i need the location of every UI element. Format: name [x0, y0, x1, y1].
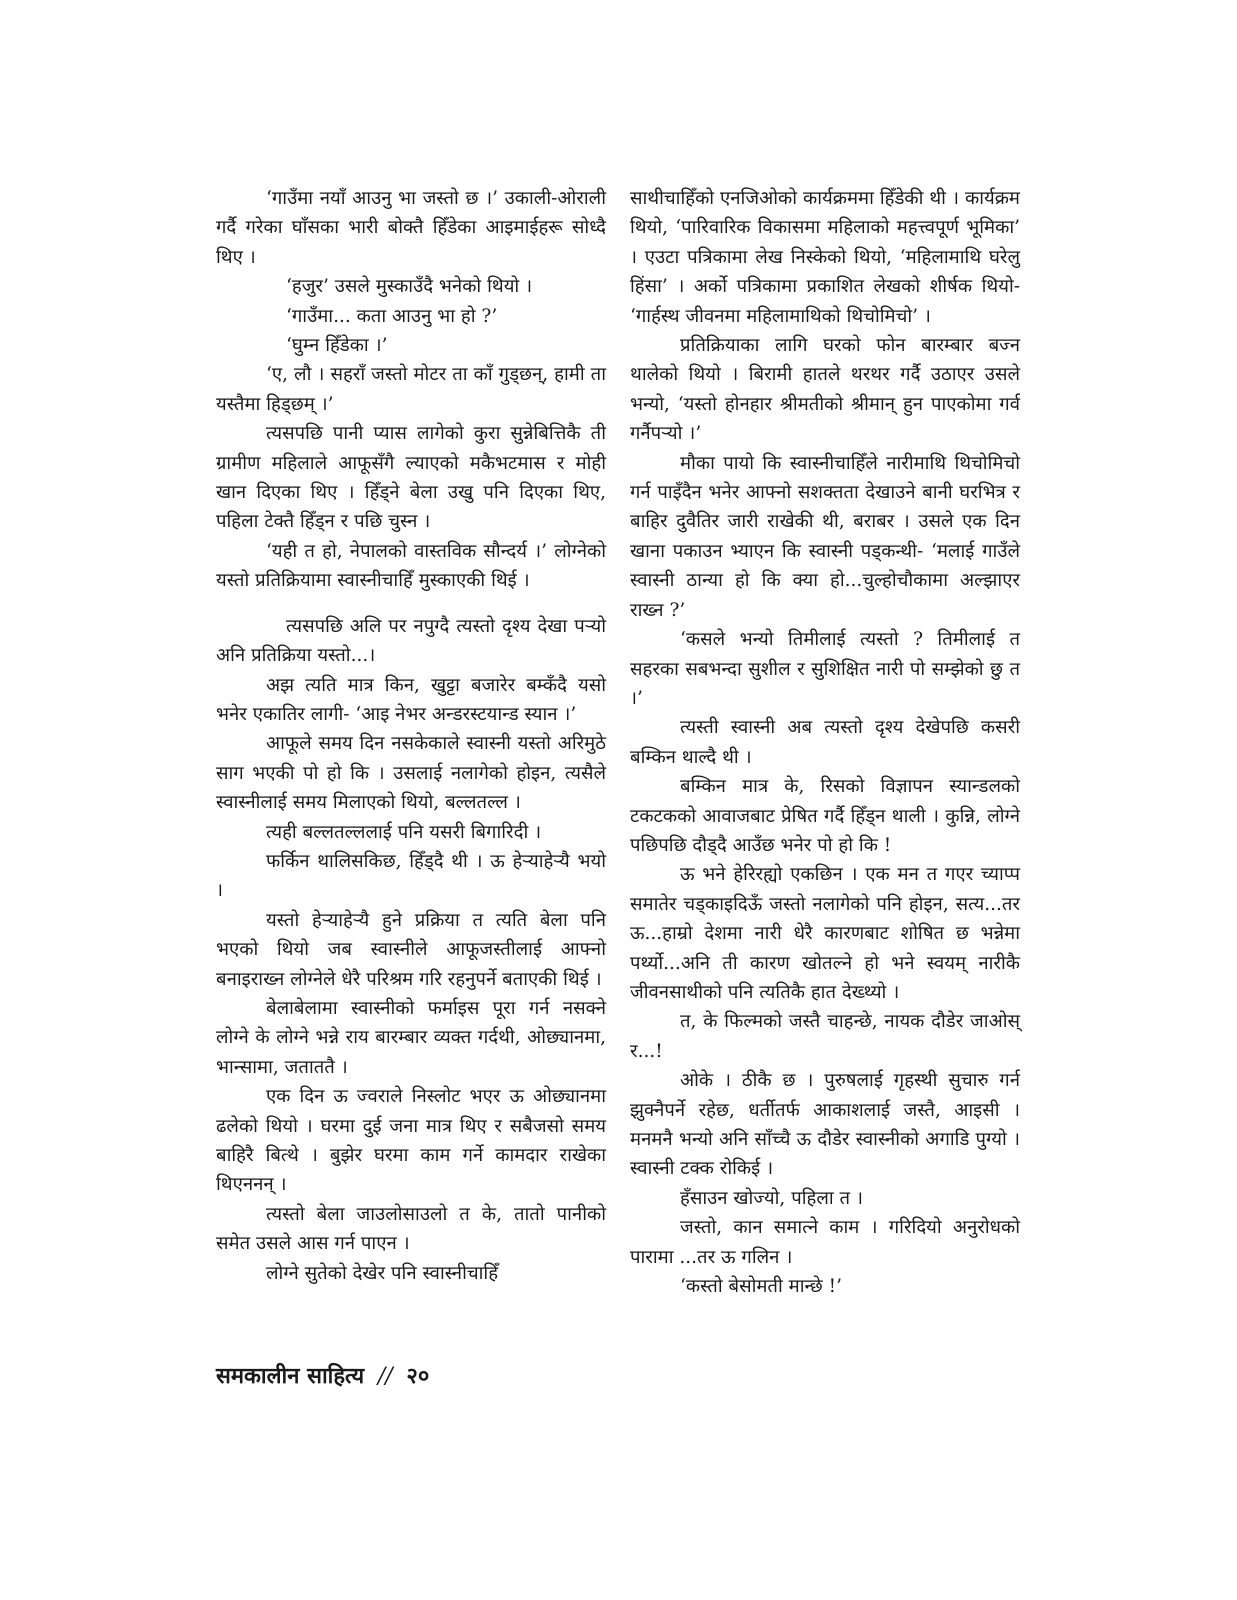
- paragraph: बेलाबेलामा स्वास्नीको फर्माइस पूरा गर्न नसक्ने लोग्ने के लोग्ने भन्ने राय बारम्बार व्यक्त गर्दथी, ओछ्यानमा, भान्सामा, जताततै ।: [216, 997, 606, 1078]
- paragraph: ‘ए, लौ । सहराँ जस्तो मोटर ता काँ गुड्छन्, हामी ता यस्तैमा हिड्छम् ।’: [216, 364, 606, 415]
- paragraph: हँसाउन खोज्यो, पहिला त ।: [680, 1187, 863, 1209]
- paragraph: त्यसपछि पानी प्यास लागेको कुरा सुन्नेबित्तिकै ती ग्रामीण महिलाले आफूसँगै ल्याएको मकैभटमास र मोही खान दिएका थिए । हिँड्ने बेला उखु पनि दिएका थिए, पहिला टेक्तै हिँड्न र पछि चुस्न ।: [216, 423, 606, 533]
- paragraph: आफूले समय दिन नसकेकाले स्वास्नी यस्तो अरिमुठे साग भएकी पो हो कि । उसलाई नलागेको होइन, त्यसैले स्वास्नीलाई समय मिलाएको थियो, बल्लतल्ल ।: [216, 733, 606, 814]
- page-number: २०: [406, 1363, 430, 1389]
- paragraph: ‘कस्तो बेसोमती मान्छे !’: [680, 1276, 842, 1298]
- paragraph: त्यस्तो बेला जाउलोसाउलो त के, तातो पानीको समेत उसले आस गर्न पाएन ।: [216, 1203, 606, 1255]
- paragraph: मौका पायो कि स्वास्नीचाहिँले नारीमाथि थिचोमिचो गर्न पाइँदैन भनेर आफ्नो सशक्तता देखाउने बानी घरभित्र र बाहिर दुवैतिर जारी राखेकी थी, बराबर । उसले एक दिन खाना पकाउन भ्याएन कि स्वास्नी पड्कन्थी- ‘मलाई गाउँले स्वास्नी ठान्या हो कि क्या हो...चुल्होचौकामा अल्झाएर राख्न ?’: [630, 452, 1020, 621]
- paragraph: यस्तो हेऱ्याहेऱ्यै हुने प्रक्रिया त त्यति बेला पनि भएको थियो जब स्वास्नीले आफूजस्तीलाई आफ्नो बनाइराख्न लोग्नेले धेरै परिश्रम गरि रहनुपर्ने बताएकी थिई ।: [216, 909, 606, 990]
- right-column: [630, 184, 1020, 1301]
- paragraph: बम्किन मात्र के, रिसको विज्ञापन स्यान्डलको टकटकको आवाजबाट प्रेषित गर्दै हिँड्न थाली । कुन्नि, लोग्ने पछिपछि दौड्दै आउँछ भनेर पो हो कि !: [630, 776, 1020, 856]
- paragraph: ‘हजुर’ उसले मुस्काउँदै भनेको थियो ।: [286, 276, 533, 298]
- paragraph: त्यही बल्लतल्ललाई पनि यसरी बिगारिदी ।: [266, 821, 542, 843]
- page-footer: [216, 1360, 429, 1390]
- paragraph: ‘कसले भन्यो तिमीलाई त्यस्तो ? तिमीलाई त सहरका सबभन्दा सुशील र सुशिक्षित नारी पो सम्झेको छु त ।’: [630, 629, 1020, 709]
- paragraph: जस्तो, कान समात्ने काम । गरिदियो अनुरोधको पारामा ...तर ऊ गलिन ।: [630, 1217, 1020, 1268]
- paragraph: ‘गाउँमा नयाँ आउनु भा जस्तो छ ।’ उकाली-ओराली गर्दै गरेका घाँसका भारी बोक्तै हिँडेका आइमाईहरू सोध्दै थिए ।: [216, 188, 606, 268]
- paragraph: अझ त्यति मात्र किन, खुट्टा बजारेर बम्कँदै यसो भनेर एकातिर लागी- ‘आइ नेभर अन्डरस्टयान्ड स्यान ।’: [216, 674, 606, 725]
- footer-separator: //: [377, 1364, 393, 1389]
- paragraph: ‘गाउँमा... कता आउनु भा हो ?’: [286, 305, 498, 327]
- paragraph: प्रतिक्रियाका लागि घरको फोन बारम्बार बज्न थालेको थियो । बिरामी हातले थरथर गर्दै उठाएर उसले भन्यो, ‘यस्तो होनहार श्रीमतीको श्रीमान् हुन पाएकोमा गर्व गर्नैपऱ्यो ।’: [630, 335, 1020, 445]
- paragraph: त्यसपछि अलि पर नपुग्दै त्यस्तो दृश्य देखा पऱ्यो अनि प्रतिक्रिया यस्तो...।: [216, 615, 606, 667]
- paragraph: ऊ भने हेरिरह्यो एकछिन । एक मन त गएर च्याप्प समातेर चड्काइदिऊँ जस्तो नलागेको पनि होइन, सत्य...तर ऊ...हाम्रो देशमा नारी धेरै कारणबाट शोषित छ भन्नेमा पर्थ्यो...अनि ती कारण खोतल्ने हो भने स्वयम् नारीकै जीवनसाथीको पनि त्यतिकै हात देख्थ्यो ।: [630, 864, 1020, 1003]
- paragraph: एक दिन ऊ ज्वराले निस्लोट भएर ऊ ओछ्यानमा ढलेको थियो । घरमा दुई जना मात्र थिए र सबैजसो समय बाहिरै बित्थे । बुझेर घरमा काम गर्ने कामदार राखेका थिएननन् ।: [216, 1086, 606, 1196]
- paragraph: लोग्ने सुतेको देखेर पनि स्वास्नीचाहिँ: [266, 1262, 499, 1284]
- paragraph: ओके । ठीकै छ । पुरुषलाई गृहस्थी सुचारु गर्न झुक्नैपर्ने रहेछ, धर्तीतर्फ आकाशलाई जस्तै, आइसी । मनमनै भन्यो अनि साँच्चै ऊ दौडेर स्वास्नीको अगाडि पुग्यो । स्वास्नी टक्क रोकिई ।: [630, 1070, 1020, 1180]
- paragraph: त्यस्ती स्वास्नी अब त्यस्तो दृश्य देखेपछि कसरी बम्किन थाल्दै थी ।: [630, 717, 1020, 768]
- paragraph: त, के फिल्मको जस्तै चाहन्छे, नायक दौडेर जाओस् र...!: [630, 1011, 1020, 1062]
- paragraph: साथीचाहिँको एनजिओको कार्यक्रममा हिँडेकी थी । कार्यक्रम थियो, ‘पारिवारिक विकासमा महिलाको महत्त्वपूर्ण भूमिका’ । एउटा पत्रिकामा लेख निस्केको थियो, ‘महिलामाथि घरेलु हिंसा’ । अर्को पत्रिकामा प्रकाशित लेखको शीर्षक थियो- ‘गार्हस्थ जीवनमा महिलामाथिको थिचोमिचो’ ।: [630, 188, 1020, 327]
- paragraph: ‘यही त हो, नेपालको वास्तविक सौन्दर्य ।’ लोग्नेको यस्तो प्रतिक्रियामा स्वास्नीचाहिँ मुस्काएकी थिई ।: [216, 540, 606, 592]
- left-column: [216, 184, 606, 1288]
- journal-title: समकालीन साहित्य: [216, 1363, 365, 1389]
- paragraph: ‘घुम्न हिँडेका ।’: [286, 335, 388, 357]
- paragraph: फर्किन थालिसकिछ, हिँड्दै थी । ऊ हेऱ्याहेऱ्यै भयो ।: [216, 850, 606, 902]
